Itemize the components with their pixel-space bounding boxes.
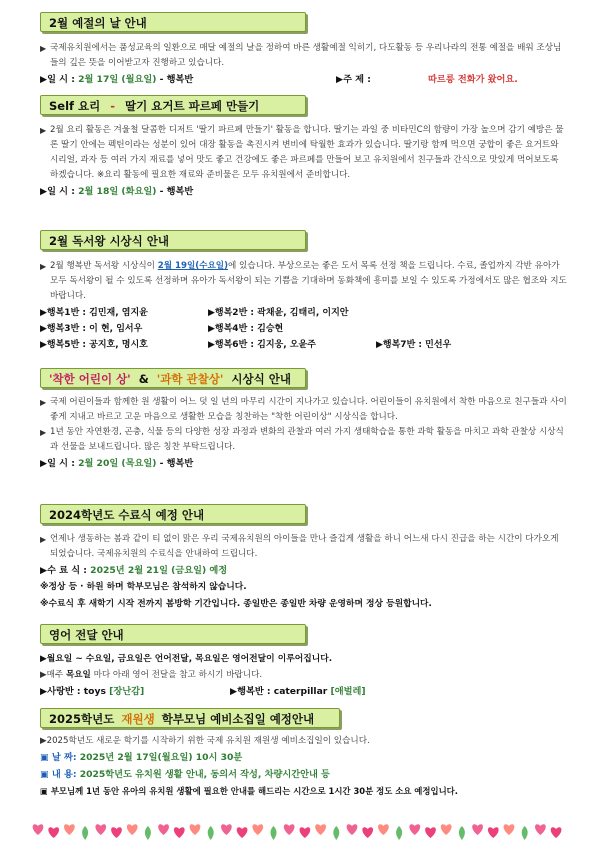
heart-icon	[315, 824, 326, 835]
heart-icon	[535, 824, 546, 835]
winner-item	[376, 305, 496, 321]
heart-icon	[237, 827, 248, 838]
heart-icon	[48, 827, 59, 838]
section-title-orientation: 2025학년도 재원생 학부모님 예비소집일 예정안내	[40, 708, 340, 728]
section-title-etiquette	[40, 12, 306, 32]
heart-icon	[190, 824, 201, 835]
heart-icon	[378, 824, 389, 835]
leaf-icon	[145, 826, 151, 840]
section-title-english: 영어 전달 안내	[40, 624, 306, 644]
heart-icon	[300, 827, 311, 838]
section-title-cooking: Self 요리 - 딸기 요거트 파르페 만들기	[40, 95, 306, 115]
leaf-icon	[522, 826, 528, 840]
heart-icon	[441, 824, 452, 835]
english-line-1: ▶월요일 ~ 수요일, 금요일은 언어전달, 목요일은 영어전달이 이루어집니다.	[40, 654, 333, 664]
winner-item: ▶행복5반 : 공지호, 명시호	[40, 340, 148, 350]
winner-item: ▶행복2반 : 곽채윤, 김태리, 이지안	[208, 308, 349, 318]
orientation-content: ▣ 내 용: 2025학년도 유치원 생활 안내, 동의서 작성, 차량시간안내 등	[40, 769, 330, 780]
heart-icon	[347, 824, 358, 835]
heart-icon	[362, 827, 373, 838]
english-words: ▶사랑반 : toys [장난감] ▶행복반 : caterpillar [애벌레]	[40, 686, 366, 697]
completion-meta: ▶수 료 식 : 2025년 2월 21일 (금요일) 예정	[40, 565, 228, 576]
awards-text-1: ▶ 국제 어린이들과 함께한 원 생활이 어느 덧 일 년의 마무리 시간이 지나가고 있습니다. 어린이들이 유치원에서 착한 마음으로 친구들과 사이좋게 지내고 바르고 고운 마음으로 생활한 모습을 칭찬하는 "착한 어린이상" 시상식을 합니다.	[40, 397, 567, 422]
heart-icon	[551, 827, 562, 838]
section-title-completion: 2024학년도 수료식 예정 안내	[40, 504, 306, 524]
heart-icon	[425, 827, 436, 838]
heart-icon	[504, 824, 515, 835]
winner-item: ▶행복4반 : 김승현	[208, 324, 284, 334]
leaf-icon	[82, 826, 88, 840]
awards-meta: ▶일 시 : 2월 20일 (목요일) - 행복반	[40, 458, 194, 469]
reading-winners	[40, 305, 568, 353]
english-line-2: ▶매주 목요일 마다 아래 영어 전달을 참고 하시기 바랍니다.	[40, 670, 263, 680]
heart-icon	[174, 827, 185, 838]
heart-icon	[221, 824, 232, 835]
heart-icon	[64, 824, 75, 835]
orientation-date: ▣ 날 짜: 2025년 2월 17일(월요일) 10시 30분	[40, 752, 243, 763]
leaf-icon	[333, 826, 339, 840]
heart-icon	[111, 827, 122, 838]
cooking-meta: ▶일 시 : 2월 18일 (화요일) - 행복반	[40, 186, 194, 197]
etiquette-meta: ▶일 시 : 2월 17일 (월요일) - 행복반 ▶주 제 : 따르릉 전화가 왔어요.	[40, 74, 518, 85]
etiquette-title: 2월 예절의 날 안내	[49, 16, 147, 30]
heart-icon	[127, 824, 138, 835]
heart-icon	[158, 824, 169, 835]
leaf-icon	[396, 826, 402, 840]
cooking-text: ▶ 2월 요리 활동은 겨울철 달콤한 디저트 '딸기 파르페 만들기' 활동을 합니다. 딸기는 과일 중 비타민C의 함량이 가장 높으며 감기 예방은 물론 딸기 안에는 펙틴이라는 성분이 있어 대장 활동을 촉진시켜 변비에 탁월한 효과가 있습니다. 딸기랑 함께 먹으면 궁합이 좋은 요거트와 시리얼, 과자 등 여러 가지 재료를 넣어 맛도 좋고 건강에도 좋은 파르페를 만들어 보고 유치원에서 친구들과 간식으로 맛있게 먹어보도록 하겠습니다. ※요리 활동에 필요한 재료와 준비물은 모두 유치원에서 준비합니다.	[40, 125, 564, 180]
heart-border-decoration	[30, 817, 570, 843]
winner-item: ▶행복3반 : 이 현, 임서우	[40, 324, 143, 334]
leaf-icon	[271, 826, 277, 840]
completion-note-1: ※정상 등 · 하원 하며 학부모님은 참석하지 않습니다.	[40, 582, 247, 592]
orientation-text: ▶2025학년도 새로운 학기를 시작하기 위한 국제 유치원 재원생 예비소집일이 있습니다.	[40, 736, 370, 746]
heart-icon	[33, 824, 44, 835]
section-title-reading: 2월 독서왕 시상식 안내	[40, 230, 306, 250]
leaf-icon	[208, 826, 214, 840]
leaf-icon	[459, 826, 465, 840]
section-title-awards: '착한 어린이 상' & '과학 관찰상' 시상식 안내	[40, 368, 306, 388]
heart-icon	[252, 824, 263, 835]
reading-text: ▶ 2월 행복반 독서왕 시상식이 2월 19일(수요일)에 있습니다. 부상으로는 좋은 도서 목록 선정 책을 드립니다. 수료, 졸업까지 각반 유아가 모두 독서왕이 될 수 있도록 선정하며 유아가 독서왕이 되는 기쁨을 기대하며 동화책에 흥미를 보일 수 있도록 가정에서도 많은 협조와 지도 바랍니다.	[40, 261, 567, 301]
heart-icon	[409, 824, 420, 835]
heart-icon	[472, 824, 483, 835]
winner-item: ▶행복7반 : 민선우	[376, 340, 452, 350]
winner-item	[376, 321, 496, 337]
completion-text: ▶ 언제나 생동하는 봄과 같이 티 없이 맑은 우리 국제유치원의 아이들을 만나 즐겁게 생활을 하니 어느새 다시 진급을 하는 시간이 다가오게 되었습니다. 국제유치원의 수료식을 안내하여 드립니다.	[40, 534, 559, 559]
awards-text-2: ▶ 1년 동안 자연환경, 곤충, 식물 등의 다양한 성장 과정과 변화의 관찰과 여러 가지 생태학습을 통한 과학 활동을 마치고 과학 관찰상 시상식과 선물을 보내드립니다. 많은 칭찬 부탁드립니다.	[40, 427, 564, 452]
heart-icon	[284, 824, 295, 835]
completion-note-2: ※수료식 후 새학기 시작 전까지 봄방학 기간입니다. 종일반은 종일반 차량 운영하며 정상 등원합니다.	[40, 599, 432, 609]
orientation-note: ▣ 부모님께 1년 동안 유아의 유치원 생활에 필요한 안내를 해드리는 시간으로 1시간 30분 정도 소요 예정입니다.	[40, 786, 458, 796]
winner-item: ▶행복1반 : 김민재, 염지윤	[40, 308, 148, 318]
winner-item: ▶행복6반 : 김지웅, 오윤주	[208, 340, 316, 350]
heart-icon	[95, 824, 106, 835]
etiquette-text: ▶ 국제유치원에서는 품성교육의 일환으로 매달 예절의 날을 정하여 바른 생활예절 익히기, 다도활동 등 우리나라의 전통 예절을 배워 조상님들의 깊은 뜻을 이어받고자 진행하고 있습니다.	[40, 43, 562, 68]
heart-icon	[488, 827, 499, 838]
